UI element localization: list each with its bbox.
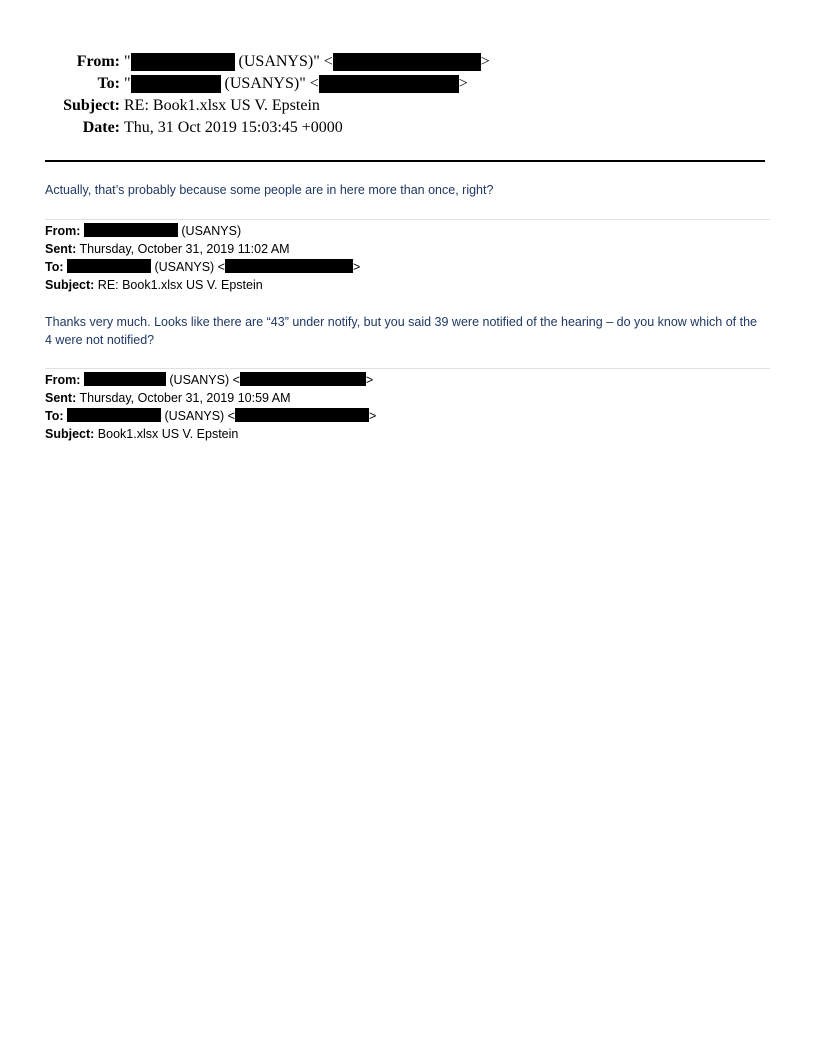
header-subject-label: Subject: (63, 97, 120, 114)
header-subject-value: RE: Book1.xlsx US V. Epstein (124, 97, 320, 114)
email3-from-row (45, 371, 373, 389)
header-subject-row (0, 97, 816, 117)
email2-to-label: To: (45, 260, 64, 274)
email3-to-value: (USANYS) < (161, 409, 235, 423)
redaction-block (225, 259, 353, 273)
header-from-org: (USANYS)" < (234, 53, 333, 70)
email3-subject-value: Book1.xlsx US V. Epstein (94, 427, 239, 441)
email3-to-label: To: (45, 409, 64, 423)
quote-mark: " (124, 75, 131, 92)
redaction-block (131, 53, 235, 71)
email3-from-value: (USANYS) < (165, 373, 240, 387)
header-divider (45, 160, 765, 162)
header-to-row (0, 75, 816, 95)
redaction-block (240, 372, 366, 386)
email2-from-label: From: (45, 224, 81, 238)
redaction-block (84, 223, 178, 237)
email2-subject-row (45, 276, 263, 294)
angle-close: > (352, 260, 361, 274)
header-from-value (124, 53, 490, 71)
redaction-block (319, 75, 459, 93)
email2-from-value: (USANYS) (177, 224, 242, 238)
email2-to-value: (USANYS) < (151, 260, 225, 274)
email3-sent-row (45, 389, 291, 407)
email3-subject-row (45, 425, 238, 443)
header-to-value (124, 75, 468, 93)
header-from-label: From: (76, 53, 120, 70)
email3-from-label: From: (45, 373, 81, 387)
email2-subject-value: RE: Book1.xlsx US V. Epstein (94, 278, 263, 292)
email-divider (45, 219, 770, 220)
email2-sent-label: Sent: (45, 242, 77, 256)
email2-to-row (45, 258, 360, 276)
email2-body: Thanks very much. Looks like there are “43” under notify, but you said 39 were notified of the hearing – do you know which of the 4 were not notified? (45, 315, 757, 347)
email3-sent-value: Thursday, October 31, 2019 10:59 AM (76, 391, 291, 405)
email-divider (45, 368, 770, 369)
header-date-value: Thu, 31 Oct 2019 15:03:45 +0000 (124, 119, 343, 136)
email2-sent-value: Thursday, October 31, 2019 11:02 AM (76, 242, 290, 256)
redaction-block (235, 408, 369, 422)
header-to-org: (USANYS)" < (220, 75, 319, 92)
header-date-label: Date: (82, 119, 120, 136)
angle-close: > (458, 75, 468, 92)
header-to-label: To: (97, 75, 120, 92)
redaction-block (333, 53, 481, 71)
header-from-row (0, 53, 816, 73)
redaction-block (84, 372, 166, 386)
angle-close: > (368, 409, 377, 423)
angle-close: > (480, 53, 490, 70)
email2-subject-label: Subject: (45, 278, 95, 292)
angle-close: > (365, 373, 374, 387)
message-body: Actually, that’s probably because some people are in here more than once, right? (45, 183, 494, 197)
email2-sent-row (45, 240, 290, 258)
email3-sent-label: Sent: (45, 391, 77, 405)
quote-mark: " (124, 53, 131, 70)
email3-to-row (45, 407, 376, 425)
email2-from-row (45, 222, 241, 240)
redaction-block (67, 408, 161, 422)
redaction-block (131, 75, 221, 93)
email3-subject-label: Subject: (45, 427, 95, 441)
header-date-row (0, 119, 816, 139)
redaction-block (67, 259, 151, 273)
